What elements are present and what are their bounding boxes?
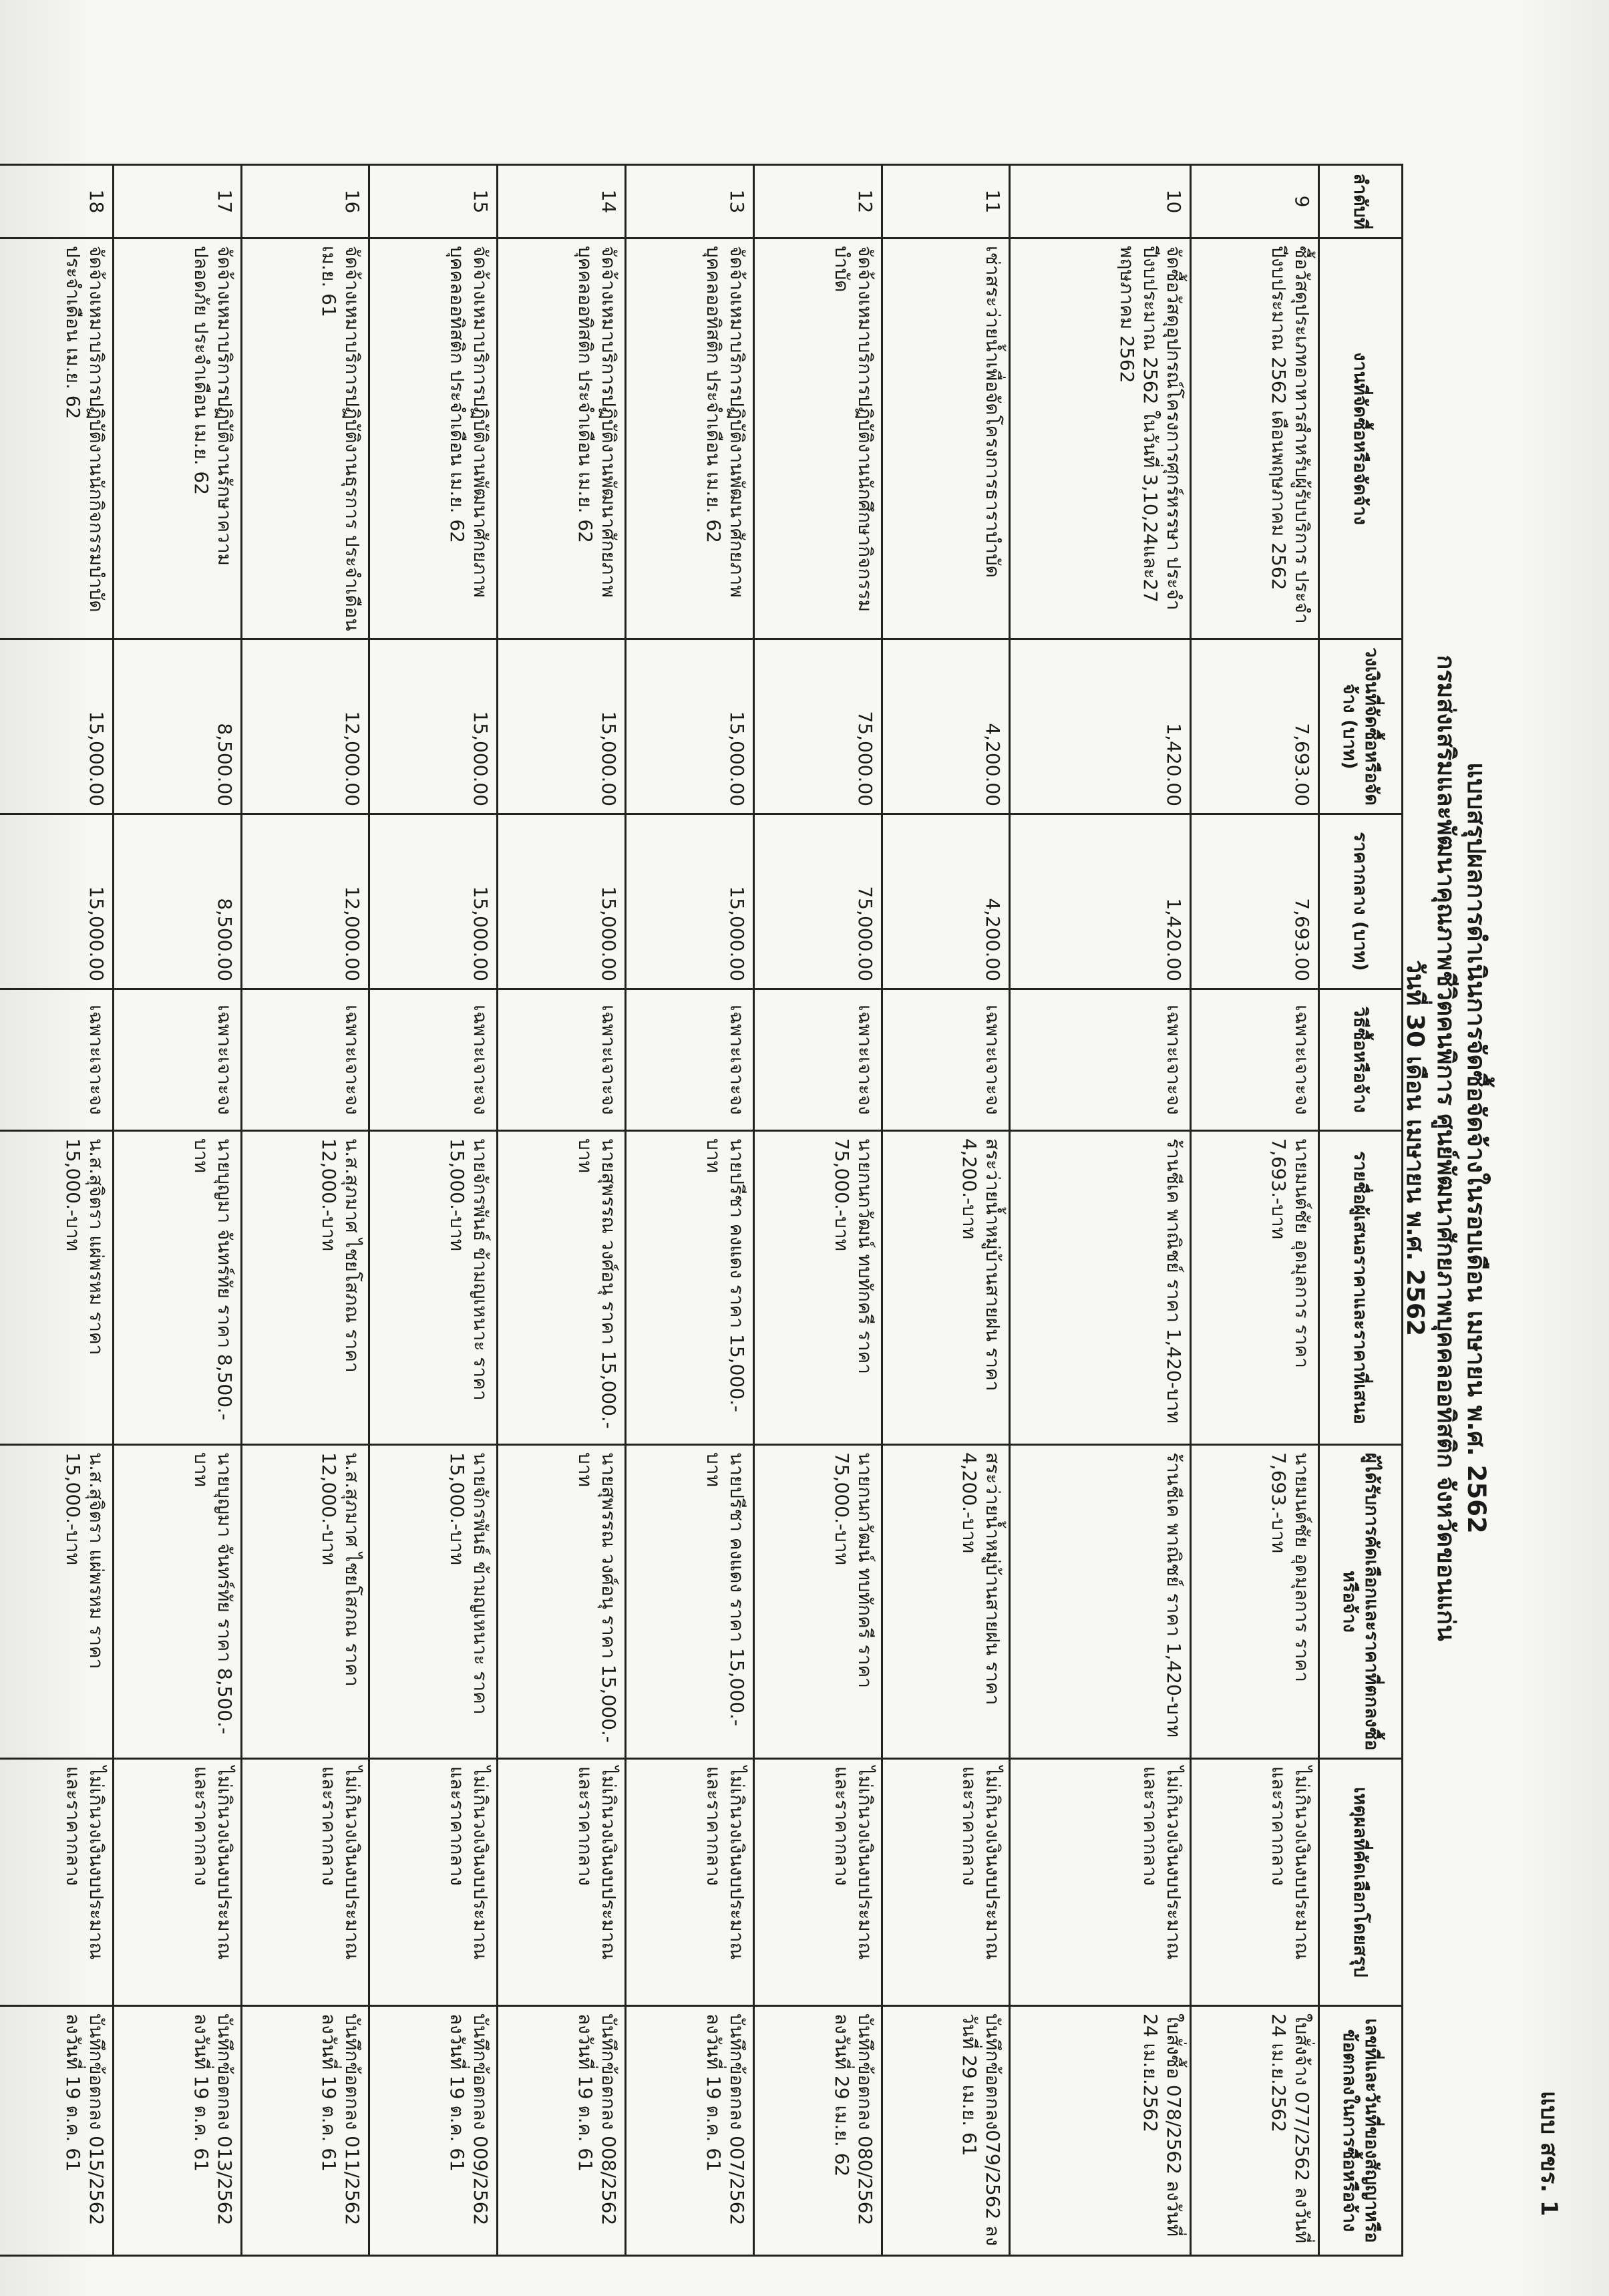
- selected-vendor: น.ส.สุภมาศ ไชยโสภณ ราคา 12,000.-บาท: [241, 1445, 369, 1759]
- budget-amount: 4,200.00: [882, 639, 1010, 814]
- row-number: 13: [626, 165, 754, 238]
- header-reason: เหตุผลที่คัดเลือกโดยสรุป: [1319, 1759, 1403, 2006]
- selected-vendor: สระว่ายน้ำหมู่บ้านสายฝน ราคา 4,200.-บาท: [882, 1445, 1010, 1759]
- procurement-item: ซื้อวัสดุประเภทอาหารสำหรับผู้รับบริการ ประจำปีงบประมาณ 2562 เดือนพฤษภาคม 2562: [1191, 238, 1319, 639]
- contract-reference: ใบสั่งซื้อ 078/2562 ลงวันที่ 24 เม.ย.2562: [1010, 2006, 1191, 2256]
- procurement-item: จัดจ้างเหมาบริการปฏิบัติงานรักษาความปลอดภัย ประจำเดือน เม.ย. 62: [113, 238, 241, 639]
- row-number: 18: [0, 165, 113, 238]
- procurement-item: จัดจ้างเหมาบริการปฏิบัติงานพัฒนาศักยภาพบุคคลออทิสติก ประจำเดือน เม.ย. 62: [498, 238, 626, 639]
- selection-reason: ไม่เกินวงเงินงบประมาณ และราคากลาง: [498, 1759, 626, 2006]
- budget-amount: 7,693.00: [1191, 639, 1319, 814]
- median-price: 15,000.00: [369, 814, 498, 989]
- median-price: 15,000.00: [626, 814, 754, 989]
- budget-amount: 12,000.00: [241, 639, 369, 814]
- procurement-item: จัดซื้อวัสดุอุปกรณ์โครงการศุกร์หรรษา ประจำปีงบประมาณ 2562 ในวันที่ 3,10,24และ27 พฤษภาคม 2562: [1010, 238, 1191, 639]
- form-code: แบบ สขร. 1: [1536, 2091, 1562, 2217]
- procurement-method: เฉพาะเจาะจง: [369, 989, 498, 1131]
- header-median-price: ราคากลาง (บาท): [1319, 814, 1403, 989]
- selection-reason: ไม่เกินวงเงินงบประมาณ และราคากลาง: [113, 1759, 241, 2006]
- table-row: [498, 165, 626, 2256]
- header-winner: ผู้ได้รับการคัดเลือกและราคาที่ตกลงซื้อหรือจ้าง: [1319, 1445, 1403, 1759]
- bidders-and-prices: นายจักรพันธ์ ข้ามญเหนาะ ราคา 15,000.-บาท: [369, 1131, 498, 1445]
- median-price: 1,420.00: [1010, 814, 1191, 989]
- procurement-method: เฉพาะเจาะจง: [626, 989, 754, 1131]
- agency-name: กรมส่งเสริมและพัฒนาคุณภาพชีวิตคนพิการ ศูนย์พัฒนาศักยภาพบุคคลออทิสติก จังหวัดขอนแก่น: [1432, 655, 1459, 1641]
- procurement-item: เช่าสระว่ายน้ำเพื่อจัดโครงการธาราบำบัด: [882, 238, 1010, 639]
- selection-reason: ไม่เกินวงเงินงบประมาณ และราคากลาง: [1191, 1759, 1319, 2006]
- selection-reason: ไม่เกินวงเงินงบประมาณ และราคากลาง: [0, 1759, 113, 2006]
- bidders-and-prices: น.ส.สุภมาศ ไชยโสภณ ราคา 12,000.-บาท: [241, 1131, 369, 1445]
- bidders-and-prices: ร้านชีเค พาณิชย์ ราคา 1,420-บาท: [1010, 1131, 1191, 1445]
- median-price: 7,693.00: [1191, 814, 1319, 989]
- bidders-and-prices: นายบุญมา จันทร์ทัย ราคา 8,500.-บาท: [113, 1131, 241, 1445]
- row-number: 14: [498, 165, 626, 238]
- selected-vendor: นายปรีชา คงแดง ราคา 15,000.-บาท: [626, 1445, 754, 1759]
- title-block: [1399, 0, 1491, 2296]
- table-row: [626, 165, 754, 2256]
- median-price: 8,500.00: [113, 814, 241, 989]
- selection-reason: ไม่เกินวงเงินงบประมาณ และราคากลาง: [241, 1759, 369, 2006]
- table-row: [241, 165, 369, 2256]
- budget-amount: 15,000.00: [498, 639, 626, 814]
- header-contract-ref: เลขที่และวันที่ของสัญญาหรือข้อตกลงในการซื้อหรือจ้าง: [1319, 2006, 1403, 2256]
- procurement-method: เฉพาะเจาะจง: [241, 989, 369, 1131]
- procurement-item: จัดจ้างเหมาบริการปฏิบัติงานพัฒนาศักยภาพบุคคลออทิสติก ประจำเดือน เม.ย. 62: [369, 238, 498, 639]
- procurement-item: จัดจ้างเหมาบริการปฏิบัติงานพัฒนาศักยภาพบุคคลออทิสติก ประจำเดือน เม.ย. 62: [626, 238, 754, 639]
- document-date: วันที่ 30 เดือน เมษายน พ.ศ. 2562: [1401, 959, 1429, 1337]
- procurement-item: จัดจ้างเหมาบริการปฏิบัติงานนักศึกษากิจกรรมบำบัด: [753, 238, 882, 639]
- procurement-table: [0, 164, 1403, 2257]
- table-row: [1191, 165, 1319, 2256]
- procurement-method: เฉพาะเจาะจง: [1191, 989, 1319, 1131]
- selection-reason: ไม่เกินวงเงินงบประมาณ และราคากลาง: [882, 1759, 1010, 2006]
- header-budget: วงเงินที่จัดซื้อหรือจัดจ้าง (บาท): [1319, 639, 1403, 814]
- procurement-item: จัดจ้างเหมาบริการปฏิบัติงานธุรการ ประจำเดือน เม.ย. 61: [241, 238, 369, 639]
- selected-vendor: นายมนต์ชัย อุดมุลการ ราคา 7,693.-บาท: [1191, 1445, 1319, 1759]
- selection-reason: ไม่เกินวงเงินงบประมาณ และราคากลาง: [369, 1759, 498, 2006]
- budget-amount: 75,000.00: [753, 639, 882, 814]
- procurement-method: เฉพาะเจาะจง: [498, 989, 626, 1131]
- bidders-and-prices: น.ส.สุจิตรา แผ่พรหม ราคา 15,000.-บาท: [0, 1131, 113, 1445]
- table-row: [882, 165, 1010, 2256]
- contract-reference: บันทึกข้อตกลง 013/2562 ลงวันที่ 19 ต.ค. 61: [113, 2006, 241, 2256]
- bidders-and-prices: นายกนกวัฒน์ ทบทักครี ราคา 75,000.-บาท: [753, 1131, 882, 1445]
- header-method: วิธีซื้อหรือจ้าง: [1319, 989, 1403, 1131]
- table-row: [0, 165, 113, 2256]
- row-number: 10: [1010, 165, 1191, 238]
- row-number: 16: [241, 165, 369, 238]
- header-bidders: รายชื่อผู้เสนอราคาและราคาที่เสนอ: [1319, 1131, 1403, 1445]
- selected-vendor: นายบุญมา จันทร์ทัย ราคา 8,500.-บาท: [113, 1445, 241, 1759]
- bidders-and-prices: สระว่ายน้ำหมู่บ้านสายฝน ราคา 4,200.-บาท: [882, 1131, 1010, 1445]
- selection-reason: ไม่เกินวงเงินงบประมาณ และราคากลาง: [1010, 1759, 1191, 2006]
- budget-amount: 15,000.00: [0, 639, 113, 814]
- procurement-method: เฉพาะเจาะจง: [0, 989, 113, 1131]
- selection-reason: ไม่เกินวงเงินงบประมาณ และราคากลาง: [753, 1759, 882, 2006]
- contract-reference: บันทึกข้อตกลง 008/2562 ลงวันที่ 19 ต.ค. 61: [498, 2006, 626, 2256]
- selected-vendor: นายสุพรรณ วงศ์อนุ ราคา 15,000.-บาท: [498, 1445, 626, 1759]
- contract-reference: บันทึกข้อตกลง 007/2562 ลงวันที่ 19 ต.ค. 61: [626, 2006, 754, 2256]
- median-price: 15,000.00: [498, 814, 626, 989]
- budget-amount: 15,000.00: [626, 639, 754, 814]
- header-no: ลำดับที่: [1319, 165, 1403, 238]
- document-title: แบบสรุปผลการดำเนินการจัดซื้อจัดจ้างในรอบเดือน เมษายน พ.ศ. 2562: [1462, 762, 1491, 1534]
- row-number: 15: [369, 165, 498, 238]
- budget-amount: 1,420.00: [1010, 639, 1191, 814]
- procurement-item: จัดจ้างเหมาบริการปฏิบัติงานนักกิจกรรมบำบัด ประจำเดือน เม.ย. 62: [0, 238, 113, 639]
- bidders-and-prices: นายปรีชา คงแดง ราคา 15,000.-บาท: [626, 1131, 754, 1445]
- table-header-row: [1319, 165, 1403, 2256]
- selected-vendor: นายกนกวัฒน์ ทบทักครี ราคา 75,000.-บาท: [753, 1445, 882, 1759]
- table-row: [753, 165, 882, 2256]
- row-number: 11: [882, 165, 1010, 238]
- budget-amount: 15,000.00: [369, 639, 498, 814]
- procurement-method: เฉพาะเจาะจง: [1010, 989, 1191, 1131]
- table-row: [369, 165, 498, 2256]
- median-price: 4,200.00: [882, 814, 1010, 989]
- table-row: [1010, 165, 1191, 2256]
- procurement-method: เฉพาะเจาะจง: [882, 989, 1010, 1131]
- table-row: [113, 165, 241, 2256]
- median-price: 15,000.00: [0, 814, 113, 989]
- bidders-and-prices: นายมนต์ชัย อุดมุลการ ราคา 7,693.-บาท: [1191, 1131, 1319, 1445]
- contract-reference: บันทึกข้อตกลง 080/2562 ลงวันที่ 29 เม.ย. 62: [753, 2006, 882, 2256]
- median-price: 75,000.00: [753, 814, 882, 989]
- selected-vendor: น.ส.สุจิตรา แผ่พรหม ราคา 15,000.-บาท: [0, 1445, 113, 1759]
- row-number: 9: [1191, 165, 1319, 238]
- contract-reference: บันทึกข้อตกลง 009/2562 ลงวันที่ 19 ต.ค. 61: [369, 2006, 498, 2256]
- row-number: 17: [113, 165, 241, 238]
- procurement-method: เฉพาะเจาะจง: [113, 989, 241, 1131]
- contract-reference: บันทึกข้อตกลง 011/2562 ลงวันที่ 19 ต.ค. 61: [241, 2006, 369, 2256]
- procurement-method: เฉพาะเจาะจง: [753, 989, 882, 1131]
- bidders-and-prices: นายสุพรรณ วงศ์อนุ ราคา 15,000.-บาท: [498, 1131, 626, 1445]
- header-item: งานที่จัดซื้อหรือจัดจ้าง: [1319, 238, 1403, 639]
- selection-reason: ไม่เกินวงเงินงบประมาณ และราคากลาง: [626, 1759, 754, 2006]
- budget-amount: 8,500.00: [113, 639, 241, 814]
- contract-reference: ใบสั่งจ้าง 077/2562 ลงวันที่ 24 เม.ย.2562: [1191, 2006, 1319, 2256]
- row-number: 12: [753, 165, 882, 238]
- contract-reference: บันทึกข้อตกลง079/2562 ลงวันที่ 29 เม.ย. 61: [882, 2006, 1010, 2256]
- selected-vendor: ร้านชีเค พาณิชย์ ราคา 1,420-บาท: [1010, 1445, 1191, 1759]
- selected-vendor: นายจักรพันธ์ ข้ามญเหนาะ ราคา 15,000.-บาท: [369, 1445, 498, 1759]
- median-price: 12,000.00: [241, 814, 369, 989]
- contract-reference: บันทึกข้อตกลง 015/2562 ลงวันที่ 19 ต.ค. 61: [0, 2006, 113, 2256]
